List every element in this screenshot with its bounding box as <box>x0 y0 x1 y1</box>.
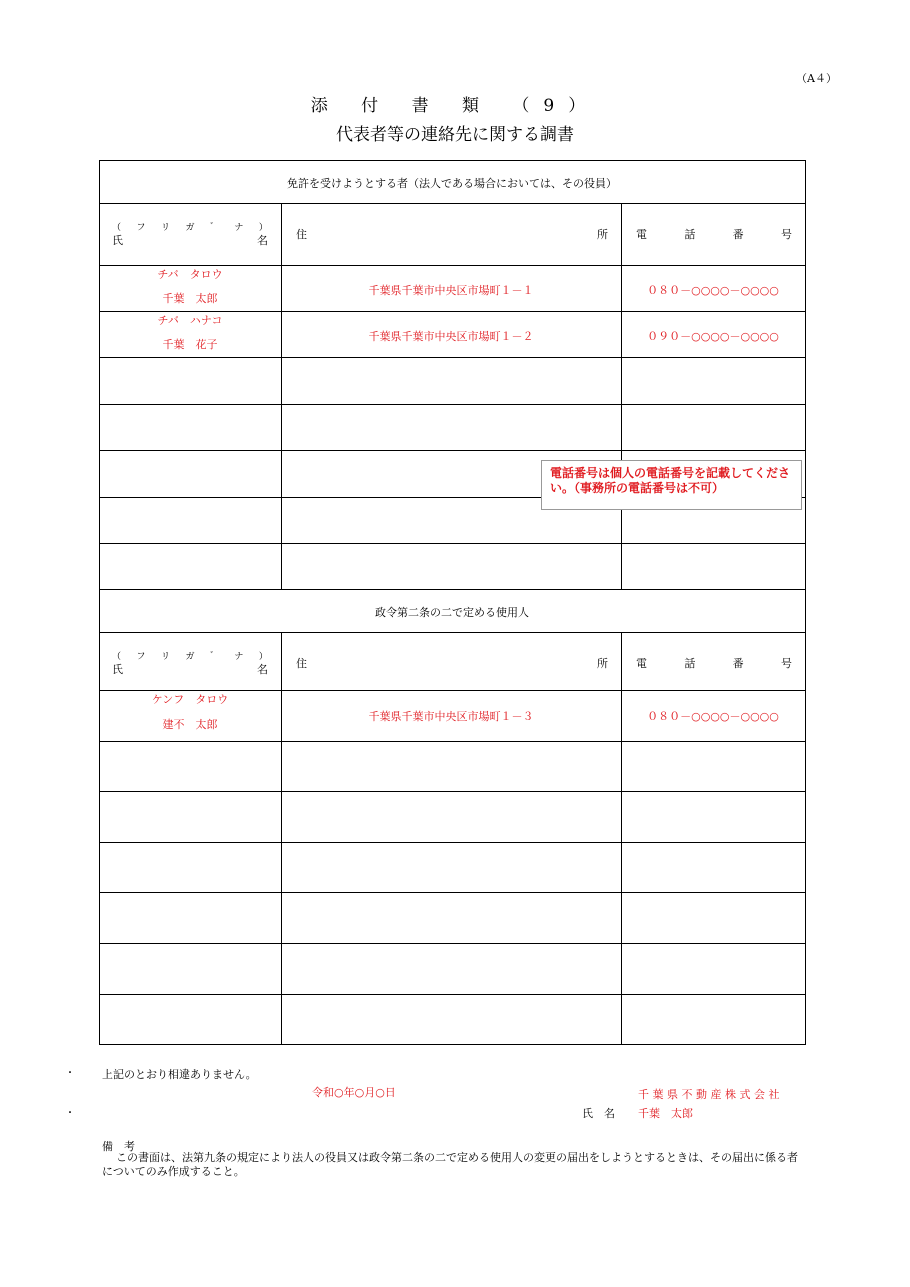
table-rule <box>281 632 282 1045</box>
confirmation-statement: 上記のとおり相違ありません。 <box>102 1068 257 1081</box>
s2-furigana-header-char: ） <box>258 652 268 662</box>
s2-phone-header <box>636 655 792 671</box>
s1-furigana-header-char: ゛ <box>209 223 219 233</box>
s2-phone-header-char: 号 <box>780 657 792 670</box>
s2-furigana-header-char: （ <box>112 652 122 662</box>
section2-heading: 政令第二条の二で定める使用人 <box>375 606 529 619</box>
section1-row-phone: ０８０－○○○○－○○○○ <box>647 284 779 297</box>
section1-heading: 免許を受けようとする者（法人である場合においては、その役員） <box>287 177 617 190</box>
s1-phone-header-char: 号 <box>780 228 792 241</box>
section2-row-name: 建不 太郎 <box>162 718 218 731</box>
s1-furigana-header-char: ） <box>258 223 268 233</box>
s2-phone-header-char: 話 <box>684 657 696 670</box>
s1-furigana-header-char: リ <box>160 223 170 233</box>
s2-phone-header-char: 電 <box>636 657 647 670</box>
remarks-label: 備 考 <box>102 1140 135 1153</box>
table-rule <box>99 632 806 633</box>
section2-row-address: 千葉県千葉市中央区市場町１－３ <box>368 710 534 723</box>
table-rule <box>99 994 806 995</box>
s1-address-header <box>296 226 608 242</box>
paper-size-label: （A４） <box>796 72 837 85</box>
section2-row-phone: ０８０－○○○○－○○○○ <box>647 710 779 723</box>
s1-address-header-char: 所 <box>597 228 608 241</box>
s2-name-header <box>112 661 268 677</box>
s2-furigana-header-char: ナ <box>234 652 244 662</box>
remarks-text: この書面は、法第九条の規定により法人の役員又は政令第二条の二で定める使用人の変更の届出をしようとするときは、その届出に係る者についてのみ作成すること。 <box>102 1151 798 1178</box>
document-title: 添 付 書 類 （9） <box>310 96 600 116</box>
s1-address-header-char: 住 <box>296 228 307 241</box>
table-rule <box>99 543 806 544</box>
table-rule <box>621 632 622 1045</box>
bullet-mark: ・ <box>65 1108 75 1119</box>
table-rule <box>621 203 622 590</box>
table-rule <box>99 160 806 161</box>
s1-furigana-header-char: （ <box>112 223 122 233</box>
table-rule <box>99 842 806 843</box>
table-rule <box>99 741 806 742</box>
table-rule <box>99 892 806 893</box>
section1-row-furigana: チバ タロウ <box>157 268 223 281</box>
table-rule <box>99 357 806 358</box>
s1-phone-header-char: 話 <box>684 228 696 241</box>
name-label: 氏 名 <box>582 1107 615 1120</box>
s1-phone-header <box>636 226 792 242</box>
section1-row-name: 千葉 花子 <box>162 338 218 351</box>
company-name: 千 葉 県 不 動 産 株 式 会 社 <box>638 1088 780 1101</box>
table-rule <box>281 203 282 590</box>
s2-furigana-header-char: ゛ <box>209 652 219 662</box>
s1-furigana-header-char: ナ <box>234 223 244 233</box>
date-field: 令和○年○月○日 <box>312 1086 396 1099</box>
name-value: 千葉 太郎 <box>638 1107 693 1120</box>
phone-note-callout: 電話番号は個人の電話番号を記載してください。（事務所の電話番号は不可） <box>541 460 802 510</box>
s2-address-header-char: 所 <box>597 657 608 670</box>
s2-address-header <box>296 655 608 671</box>
s2-name-header-char: 名 <box>257 663 268 676</box>
table-rule <box>99 791 806 792</box>
table-rule <box>99 203 806 204</box>
table-rule <box>99 943 806 944</box>
table-rule <box>805 160 806 1045</box>
s2-furigana-header-char: フ <box>136 652 146 662</box>
s2-furigana-header-char: ガ <box>185 652 195 662</box>
s2-phone-header-char: 番 <box>732 657 744 670</box>
table-rule <box>99 589 806 590</box>
document-subtitle: 代表者等の連絡先に関する調書 <box>336 125 574 145</box>
s1-name-header <box>112 232 268 248</box>
section2-row-furigana: ケンフ タロウ <box>151 693 229 706</box>
s1-furigana-header-char: フ <box>136 223 146 233</box>
section1-row-name: 千葉 太郎 <box>162 292 218 305</box>
section1-row-address: 千葉県千葉市中央区市場町１－１ <box>368 284 534 297</box>
s2-address-header-char: 住 <box>296 657 307 670</box>
section1-row-furigana: チバ ハナコ <box>157 314 223 327</box>
s2-name-header-char: 氏 <box>112 663 123 676</box>
section1-row-phone: ０９０－○○○○－○○○○ <box>647 330 779 343</box>
s1-phone-header-char: 電 <box>636 228 647 241</box>
s2-furigana-header-char: リ <box>160 652 170 662</box>
s1-furigana-header-char: ガ <box>185 223 195 233</box>
table-rule <box>99 404 806 405</box>
table-rule <box>99 450 806 451</box>
s1-name-header-char: 名 <box>257 234 268 247</box>
s1-name-header-char: 氏 <box>112 234 123 247</box>
s1-phone-header-char: 番 <box>732 228 744 241</box>
bullet-mark: ・ <box>65 1068 75 1079</box>
section1-row-address: 千葉県千葉市中央区市場町１－２ <box>368 330 534 343</box>
table-rule <box>99 1044 806 1045</box>
